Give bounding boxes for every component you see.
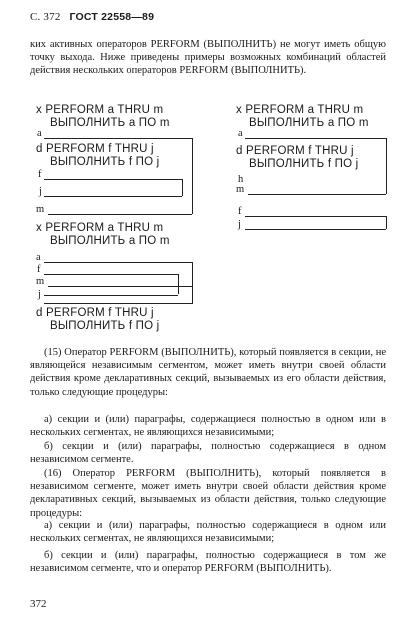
rule-16-item-b: б) секции и (или) параграфы, полностью содержащиеся в том же независимом сегменте, что и оператор PERFORM (ВЫПОЛНИТЬ). xyxy=(30,550,386,575)
line-left-j xyxy=(44,196,182,197)
line-left-f xyxy=(44,179,182,180)
label-right-a: a xyxy=(238,128,243,139)
line-left-m xyxy=(48,214,192,215)
header-page-number: С. 372 xyxy=(30,11,61,23)
label-left-f2: f xyxy=(37,264,41,275)
line-right-j xyxy=(245,229,386,230)
code-right-d-2: ВЫПОЛНИТЬ f ПО j xyxy=(249,158,359,170)
page-header xyxy=(30,11,154,23)
footer-page-number: 372 xyxy=(30,598,47,610)
line-right-a xyxy=(245,138,386,139)
code-right-x-2: ВЫПОЛНИТЬ a ПО m xyxy=(249,117,369,129)
rule-16-paragraph: (16) Оператор PERFORM (ВЫПОЛНИТЬ), который появляется в независимом сегменте, может иметь внутри своей области действия кроме декларативных секций, вызываемых из области действия, только следующие процедуры: xyxy=(30,468,386,519)
label-left-a2: a xyxy=(36,252,41,263)
label-left-m2: m xyxy=(36,276,45,287)
line-left-m2 xyxy=(48,286,192,287)
bracket-right-a xyxy=(386,138,387,194)
label-left-f: f xyxy=(38,169,42,180)
bracket-left-outer2 xyxy=(192,262,193,304)
line-left-a xyxy=(44,138,192,139)
bracket-left-inner2 xyxy=(178,274,179,294)
rule-15-paragraph: (15) Оператор PERFORM (ВЫПОЛНИТЬ), который появляется в секции, не являющейся независимым сегментом, может иметь внутри своей области действия кроме декларативных секций, вызываемых из его области действия, только следующие процедуры: xyxy=(30,347,386,398)
code-right-d-1: d PERFORM f THRU j xyxy=(236,145,354,157)
rule-16-item-a: а) секции и (или) параграфы, полностью содержащиеся в одном или нескольких сегментах, не являющихся независимыми; xyxy=(30,520,386,545)
code-left-x2-1: x PERFORM a THRU m xyxy=(36,222,164,234)
line-left-bottom xyxy=(44,303,192,304)
line-right-f xyxy=(245,216,386,217)
code-left-x-2: ВЫПОЛНИТЬ a ПО m xyxy=(50,117,170,129)
code-left-d-1: d PERFORM f THRU j xyxy=(36,143,154,155)
label-right-m: m xyxy=(236,184,245,195)
label-right-j: j xyxy=(238,219,241,230)
label-left-j: j xyxy=(39,186,42,197)
code-left-x2-2: ВЫПОЛНИТЬ a ПО m xyxy=(50,235,170,247)
code-right-x-1: x PERFORM a THRU m xyxy=(236,104,364,116)
label-right-f: f xyxy=(238,206,242,217)
code-left-x-1: x PERFORM a THRU m xyxy=(36,104,164,116)
code-left-d2-2: ВЫПОЛНИТЬ f ПО j xyxy=(50,320,160,332)
header-standard: ГОСТ 22558—89 xyxy=(69,11,155,23)
code-left-d2-1: d PERFORM f THRU j xyxy=(36,307,154,319)
line-left-j2 xyxy=(44,295,178,296)
label-left-m: m xyxy=(36,204,45,215)
bracket-right-f xyxy=(386,216,387,229)
rule-15-item-b: б) секции и (или) параграфы, полностью содержащиеся в одном независимом сегменте. xyxy=(30,441,386,466)
bracket-left-inner xyxy=(182,179,183,196)
label-right-h: h xyxy=(238,174,244,185)
intro-paragraph: ких активных операторов PERFORM (ВЫПОЛНИТЬ) не могут иметь общую точку выхода. Ниже приведены примеры возможных комбинаций областей действия нескольких операторов PERFORM (ВЫПОЛНИТЬ). xyxy=(30,39,386,77)
label-left-a: a xyxy=(37,128,42,139)
code-left-d-2: ВЫПОЛНИТЬ f ПО j xyxy=(50,156,160,168)
bracket-left-outer xyxy=(192,138,193,214)
line-left-a2 xyxy=(44,262,192,263)
label-left-j2: j xyxy=(38,289,41,300)
line-left-f2 xyxy=(44,274,178,275)
line-right-m xyxy=(248,194,386,195)
rule-15-item-a: а) секции и (или) параграфы, содержащиеся полностью в одном или в нескольких сегментах, не являющихся независимыми; xyxy=(30,414,386,439)
